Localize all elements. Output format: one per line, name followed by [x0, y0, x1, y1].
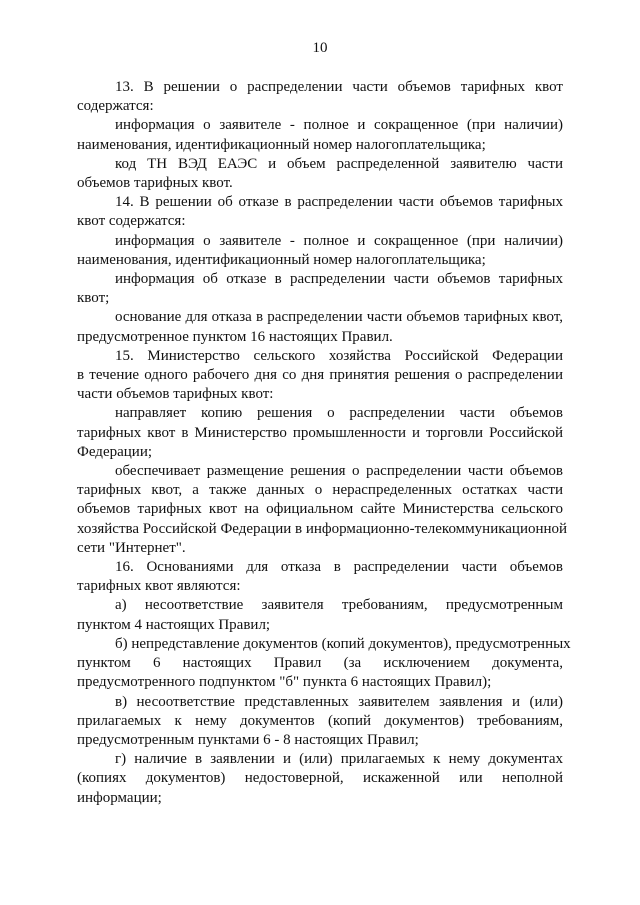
- para-16-item-a: [77, 596, 563, 634]
- para-16-item-b: [77, 635, 571, 693]
- para-16-item-c-line-3: предусмотренным пунктами 6 - 8 настоящих Правил;: [77, 731, 419, 748]
- para-16-item-d-line-2: (копиях документов) недостоверной, искаженной или неполной: [77, 770, 563, 787]
- para-15-header-line-1: 15. Министерство сельского хозяйства Российской Федерации: [115, 347, 563, 364]
- para-16-item-c: [77, 693, 563, 751]
- para-13-item-b-line-2: объемов тарифных квот.: [77, 175, 233, 192]
- para-15-item-b: [77, 462, 568, 558]
- para-14-header-line-2: квот содержатся:: [77, 213, 186, 230]
- para-15-item-b-line-1: обеспечивает размещение решения о распределении части объемов: [115, 463, 563, 480]
- para-13-header-line-1: 13. В решении о распределении части объемов тарифных квот: [115, 79, 563, 95]
- para-14-item-a-line-2: наименования, идентификационный номер налогоплательщика;: [77, 251, 486, 268]
- para-16-header-line-1: 16. Основаниями для отказа в распределении части объемов: [115, 559, 563, 576]
- para-14-header-line-1: 14. В решении об отказе в распределении части объемов тарифных: [115, 194, 563, 211]
- para-14-item-c-line-2: предусмотренное пунктом 16 настоящих Правил.: [77, 328, 393, 345]
- para-16-item-c-line-1: в) несоответствие представленных заявителем заявления и (или): [115, 693, 563, 710]
- document-body: [77, 78, 571, 808]
- para-14-item-b: [77, 270, 563, 308]
- para-15-item-b-line-5: сети "Интернет".: [77, 539, 186, 556]
- para-13-item-a-line-1: информация о заявителе - полное и сокращенное (при наличии): [115, 117, 563, 134]
- para-15-item-a: [77, 404, 563, 462]
- para-13-item-a-line-2: наименования, идентификационный номер налогоплательщика;: [77, 136, 486, 153]
- para-14-item-c: [77, 308, 563, 346]
- para-13-item-a: [77, 116, 563, 154]
- para-15-item-b-line-4: хозяйства Российской Федерации в информационно-телекоммуникационной: [77, 520, 568, 537]
- para-15-item-b-line-3: объемов тарифных квот на официальном сайте Министерства сельского: [77, 501, 563, 518]
- para-16-item-d: [77, 750, 563, 808]
- para-16-header: [77, 558, 563, 596]
- para-15-item-a-line-3: Федерации;: [77, 443, 153, 460]
- para-15-header-line-2: в течение одного рабочего дня со дня принятия решения о распределении: [77, 367, 563, 384]
- para-13-header-line-2: содержатся:: [77, 98, 154, 115]
- para-14-item-b-line-1: информация об отказе в распределении части объемов тарифных: [115, 271, 563, 288]
- para-15-item-a-line-1: направляет копию решения о распределении части объемов: [115, 405, 563, 422]
- para-14-item-b-line-2: квот;: [77, 290, 110, 307]
- para-14-header: [77, 193, 563, 231]
- para-13-item-b: [77, 155, 563, 193]
- para-16-item-d-line-3: информации;: [77, 789, 162, 806]
- para-15-item-b-line-2: тарифных квот, а также данных о нераспределенных остатках части: [77, 482, 563, 499]
- para-16-item-a-line-1: а) несоответствие заявителя требованиям, предусмотренным: [115, 597, 563, 614]
- para-16-item-b-line-3: предусмотренного подпунктом "б" пункта 6 настоящих Правил);: [77, 674, 492, 691]
- para-16-item-b-line-2: пунктом 6 настоящих Правил (за исключением документа,: [77, 655, 563, 672]
- para-16-item-b-line-1: б) непредставление документов (копий документов), предусмотренных: [115, 635, 571, 652]
- para-16-item-a-line-2: пунктом 4 настоящих Правил;: [77, 616, 271, 633]
- para-15-item-a-line-2: тарифных квот в Министерство промышленности и торговли Российской: [77, 424, 563, 441]
- para-16-item-c-line-2: прилагаемых к нему документов (копий документов) требованиям,: [77, 712, 563, 729]
- para-13-item-b-line-1: код ТН ВЭД ЕАЭС и объем распределенной заявителю части: [115, 155, 563, 172]
- page-number: 10: [312, 40, 328, 56]
- para-15-header-line-3: части объемов тарифных квот:: [77, 386, 274, 403]
- para-16-item-d-line-1: г) наличие в заявлении и (или) прилагаемых к нему документах: [115, 751, 563, 768]
- para-15-header: [77, 347, 563, 405]
- para-14-item-a: [77, 232, 563, 270]
- para-14-item-a-line-1: информация о заявителе - полное и сокращенное (при наличии): [115, 232, 563, 249]
- para-13-header: [77, 78, 563, 116]
- para-14-item-c-line-1: основание для отказа в распределении части объемов тарифных квот,: [115, 309, 563, 326]
- para-16-header-line-2: тарифных квот являются:: [77, 578, 241, 595]
